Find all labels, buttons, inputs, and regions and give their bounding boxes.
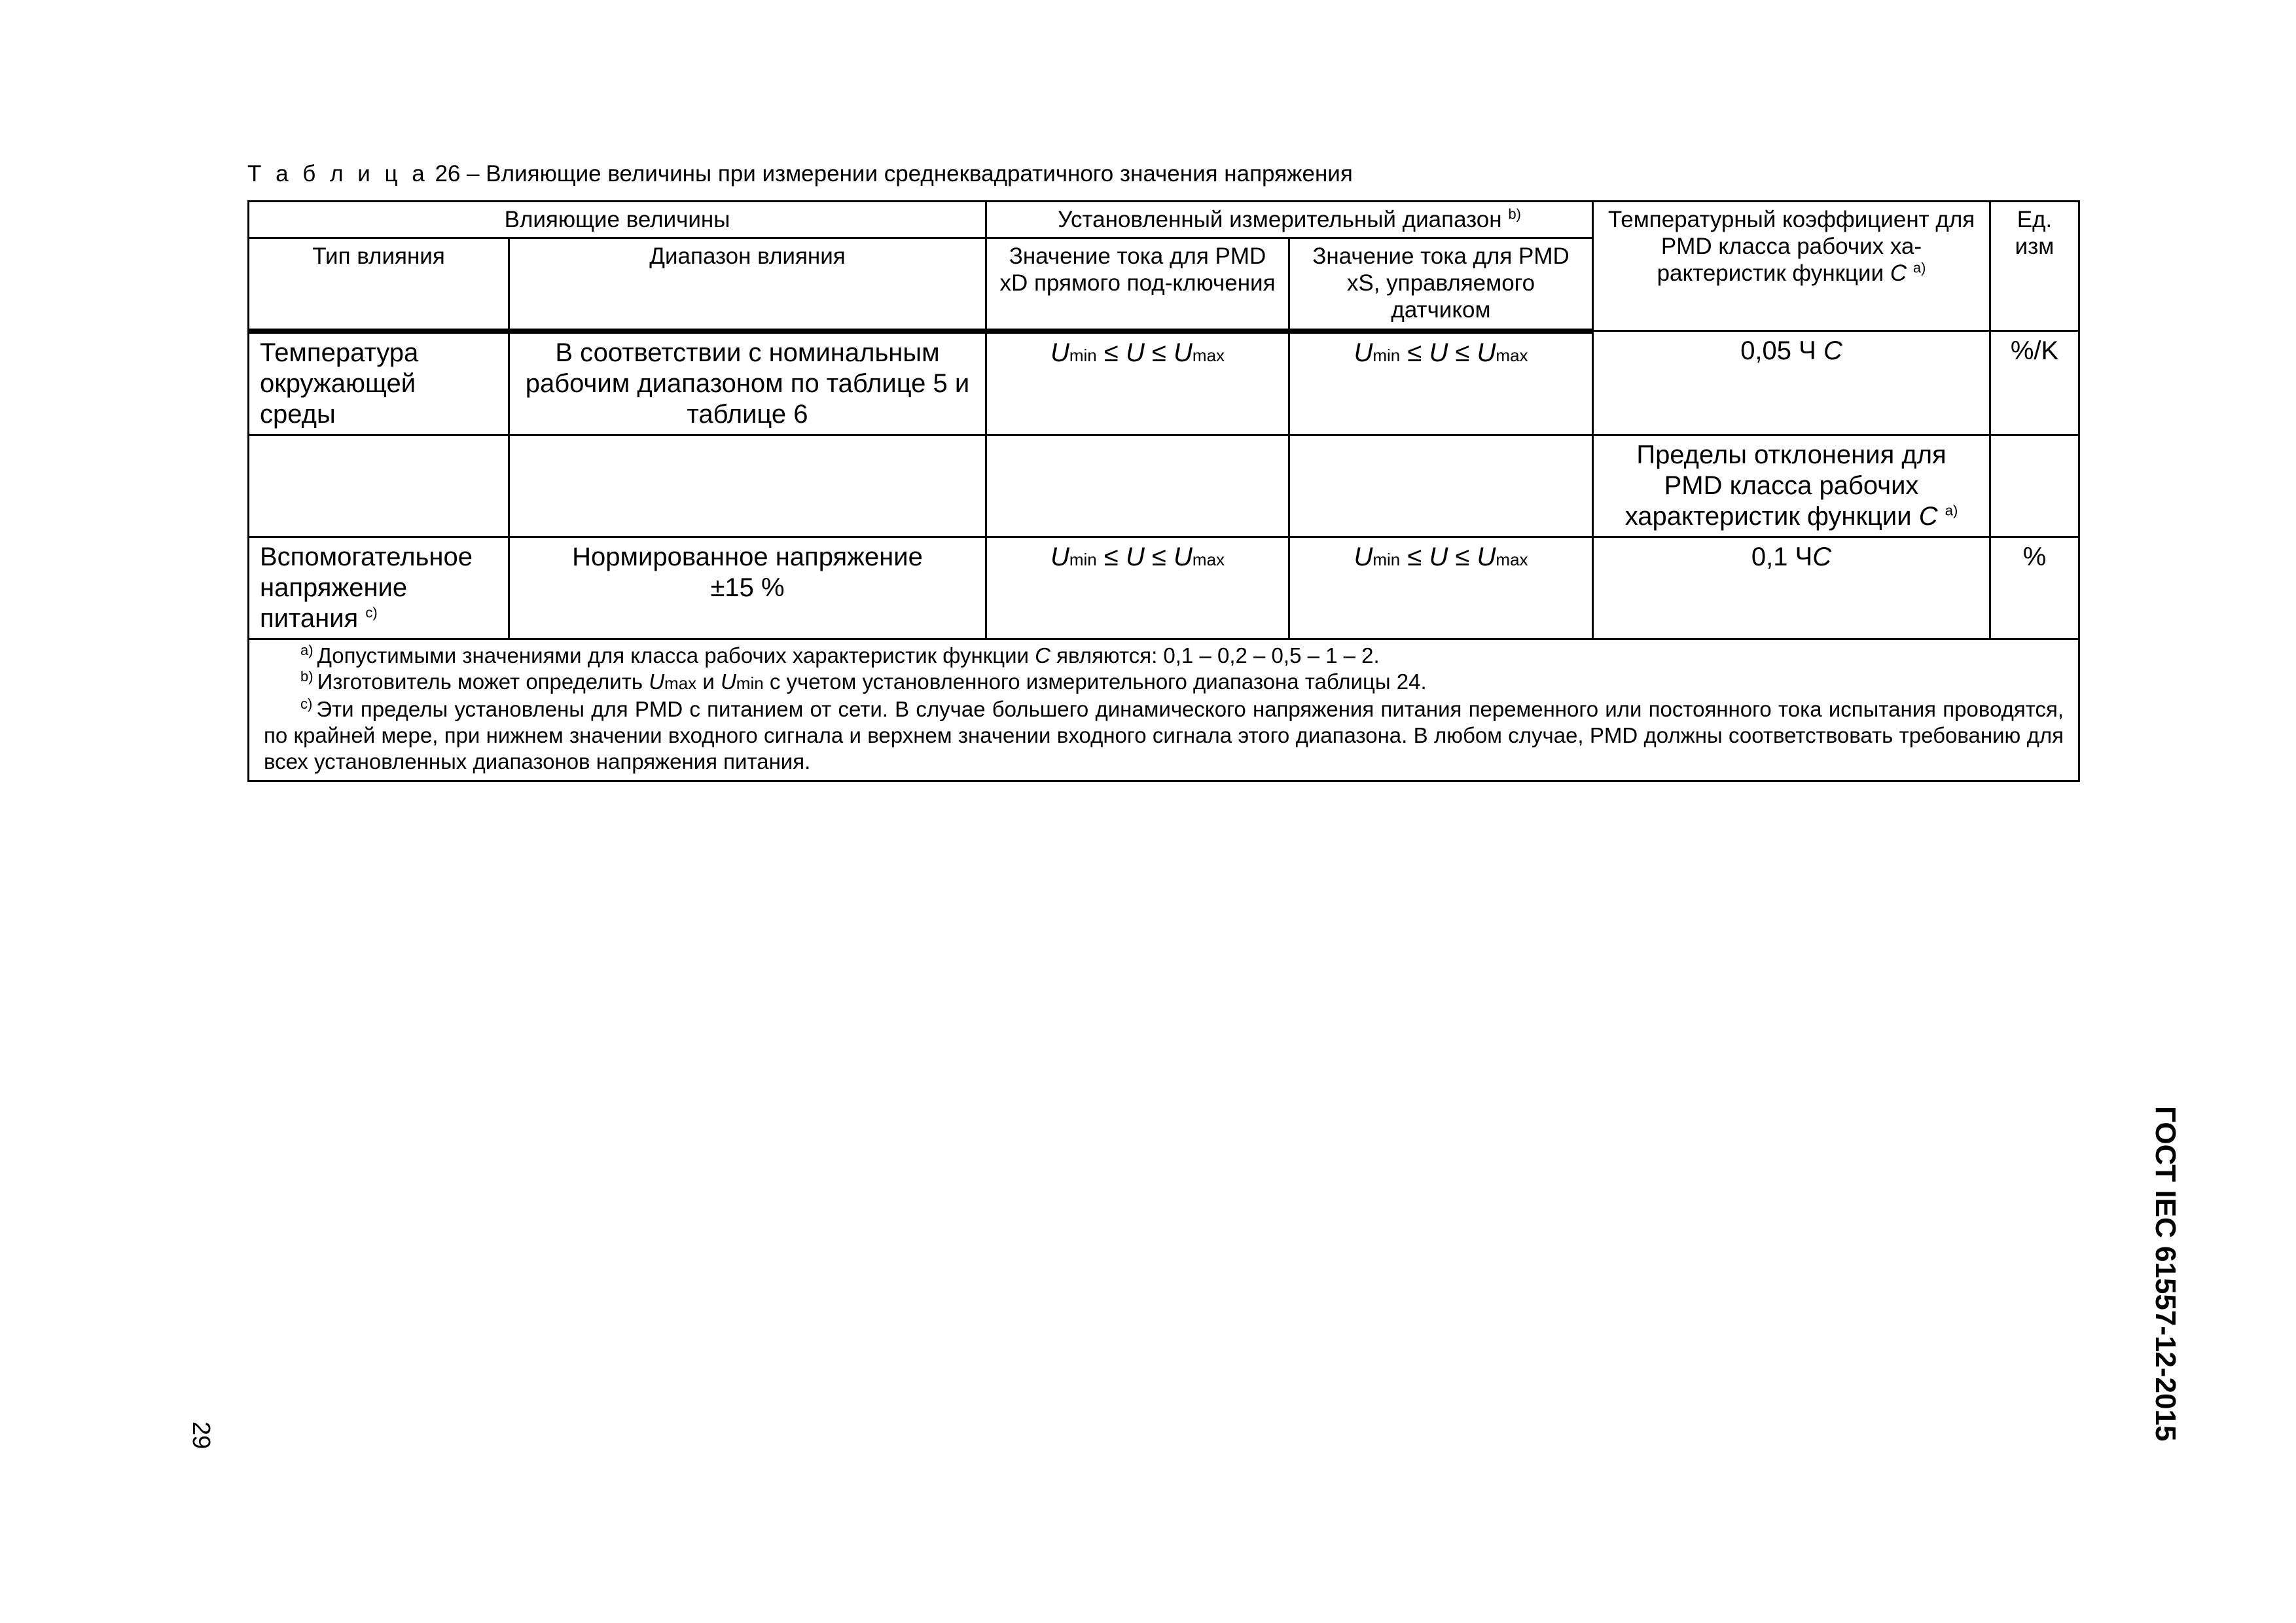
- table-caption-text: 26 – Влияющие величины при измерении среднеквадратичного значения напряжения: [428, 161, 1353, 187]
- row2-xd: [986, 435, 1289, 537]
- header-unit: Ед. изм: [1990, 202, 2079, 331]
- header-xd: Значение тока для PMD xD прямого под-ключения: [986, 238, 1289, 331]
- standard-id: ГОСТ IEC 61557-12-2015: [2149, 1106, 2181, 1442]
- header-range: Диапазон влияния: [509, 238, 986, 331]
- row2-unit: [1990, 435, 2079, 537]
- header-range-title: Установленный измерительный диапазон $^{b)}$: [986, 202, 1593, 238]
- row3-coef: 0,1 ЧC: [1593, 537, 1990, 639]
- row2-xs: [1289, 435, 1593, 537]
- header-range-note: b): [1508, 205, 1521, 223]
- row3-xs-range: Umin ≤ U ≤ Umax: [1289, 537, 1593, 639]
- footnote-c: $^{c)}$ Эти пределы установлены для PMD с питанием от сети. В случае большего динамического напряжения питания переменного или постоянного тока испытания проводятся, по крайней мере, при нижнем значении входного сигнала и верхнем значении входного сигнала этого диапазона. В любом случае, PMD должны соответствовать требованию для всех установленных диапазонов напряжения питания.: [264, 695, 2064, 774]
- page-number: 29: [187, 1421, 215, 1450]
- influence-table: [247, 200, 2080, 782]
- table-caption-label: Т а б л и ц а: [247, 161, 429, 187]
- header-xs: Значение тока для PMD xS, управляемого датчиком: [1289, 238, 1593, 331]
- row3-xd-range: Umin ≤ U ≤ Umax: [986, 537, 1289, 639]
- row1-type: Температура окружающей среды: [249, 331, 509, 435]
- header-type: Тип влияния: [249, 238, 509, 331]
- table-row-temperature: [249, 331, 2079, 435]
- table-caption: [247, 160, 1353, 188]
- row3-type: Вспомогательное напряжение питания $^{c)}$: [249, 537, 509, 639]
- row2-limits: Пределы отклонения для PMD класса рабочих характеристик функции C $^{a)}$: [1593, 435, 1990, 537]
- table-row-aux-voltage: [249, 537, 2079, 639]
- footnote-b: $^{b)}$ Изготовитель может определить Umax и Umin с учетом установленного измерительного диапазона таблицы 24.: [300, 668, 1427, 694]
- row3-range: Нормированное напряжение ±15 %: [509, 537, 986, 639]
- row1-coef: 0,05 Ч C: [1593, 331, 1990, 435]
- table-row-limits: [249, 435, 2079, 537]
- row1-xs-range: Umin ≤ U ≤ Umax: [1289, 331, 1593, 435]
- row1-xd-range: Umin ≤ U ≤ Umax: [986, 331, 1289, 435]
- row3-unit: %: [1990, 537, 2079, 639]
- header-temp-coef: Температурный коэффициент для PMD класса рабочих ха-рактеристик функции C $^{a)}$: [1593, 202, 1990, 331]
- row1-range: В соответствии с номинальным рабочим диапазоном по таблице 5 и таблице 6: [509, 331, 986, 435]
- footnotes-cell: [249, 639, 2079, 781]
- table-row-footnotes: [249, 639, 2079, 781]
- row1-unit: %/K: [1990, 331, 2079, 435]
- row2-range: [509, 435, 986, 537]
- header-influence-quantities: Влияющие величины: [249, 202, 986, 238]
- row2-type: [249, 435, 509, 537]
- footnote-a: $^{a)}$ Допустимыми значениями для класса рабочих характеристик функции C являются: 0,1 – 0,2 – 0,5 – 1 – 2.: [300, 641, 1380, 668]
